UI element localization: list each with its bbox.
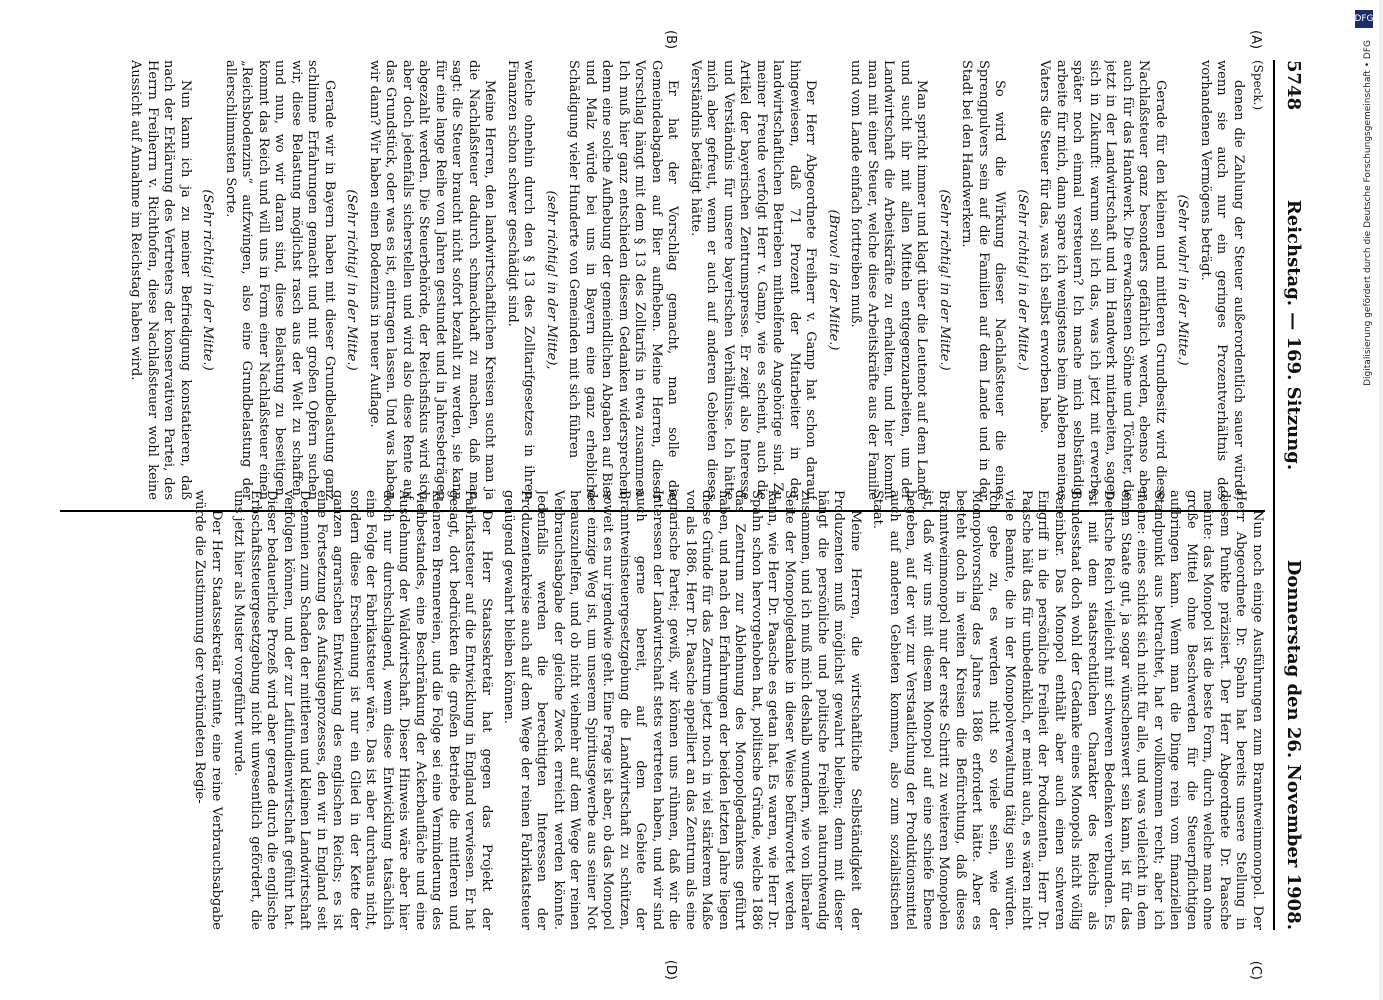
right-text-column [60,490,1265,930]
paragraph: Gerade wir in Bayern haben mit dieser Grundbelastung ganz schlimme Erfahrungen gemacht und mit großen Opfern suchen wir, diese Belastung möglichst rasch aus der Welt zu schaffen, und nun, wo wir daran sind, diese Belastung zu beseitigen, kommt das Reich und will uns in Form einer Nachlaßsteuer einen „Reichsbodenzins“ aufzwingen, also eine Grundbelastung der allerschlimmsten Sorte. [222,60,337,500]
speaker-tag: (Speck.) [1251,60,1265,111]
paragraph: Nun kann ich ja zu meiner Befriedigung konstatieren, daß nach der Erklärung des Vertreters der konservativen Partei, des Herrn Freiherrn v. Richthofen, diese Nachlaßsteuer wohl keine Aussicht auf Annahme im Reichstag haben wird. [128,60,193,500]
interjection: (Sehr wahr! in der Mitte.) [1175,194,1191,366]
paragraph: Meine Herren, die wirtschaftliche Selbständigkeit der Produzenten muß möglichst gewahrt bleiben; denn mit dieser hängt die persönliche und politische Freiheit naturnotwendig zusammen, und ich muß mich deshalb wundern, wie von liberaler Seite der Monopolgedanke in dieser Weise befürwortet werden kann, wie Herr Dr. Paasche es getan hat. Es waren, wie Herr Dr. Spahn schon hervorgehoben hat, politische Gründe, welche 1886 das Zentrum zur Ablehnung des Monopolgedankens geführt haben, und nach den Erfahrungen der beiden letzten Jahre liegen diese Gründe für das Zentrum jetzt noch in viel stärkerem Maße vor als 1886. Herr Dr. Paasche appelliert an das Zentrum als eine agrarische Partei; gewiß, wir können uns rühmen, daß wir die Interessen der Landwirtschaft stets vertreten haben, und wir sind auch gerne bereit, auf dem Gebiete der Branntweinsteuergesetzgebung die Landwirtschaft zu schützen, soweit es nur irgendwie geht. Eine Frage ist aber, ob das Monopol der einzige Weg ist, um unserem Spiritusgewerbe aus seiner Not herauszuhelfen, und ob nicht vielmehr auf dem Wege der reinen Verbrauchsabgabe der gleiche Zweck erreicht werden könnte. Jedenfalls werden die berechtigten Interessen der Produzentenkreise auch auf dem Wege der reinen Fabrikatsteuer genügend gewahrt bleiben können. [501,490,863,930]
dfg-logo-icon: DFG [1355,10,1373,28]
paragraph: Meine Herren, den landwirtschaftlichen Kreisen sucht man ja die Nachlaßsteuer dadurch schmackhaft zu machen, daß man sagt: die Steuer braucht nicht sofort bezahlt zu werden, sie kann für eine lange Reihe von Jahren gestundet und in Jahresbeträgen abgezahlt werden. Die Steuerbehörde, der Reichsfiskus wird sich aber doch jedenfalls sicherstellen und wird also diese Rente auf das Grundstück, oder was es ist, eintragen lassen. Und was haben wir dann? Wir haben einen Bodenzins in neuer Auflage. [366,60,498,500]
margin-mark-a: (A) [1248,30,1263,50]
paragraph: Der Herr Staatssekretär hat gegen das Projekt der Fabrikatsteuer auf die Entwicklung in England verwiesen. Er hat gesagt, dort bedrückten die großen Betriebe die mittleren und kleineren Brennereien, und die Folge sei eine Verminderung des Viehbestandes, eine Beschränkung der Ackerbaufläche und eine Ausdehnung der Waldwirtschaft. Dieser Hinweis wäre aber hier doch nur durchschlagend, wenn diese Entwicklung tatsächlich eine Folge der Fabrikatsteuer wäre. Das ist aber durchaus nicht, sondern diese Erscheinung ist nur ein Glied in der Kette der ganzen agrarischen Entwicklung des englischen Reichs; es ist eine Fortsetzung des Aufsaugeprozesses, den wir in England seit Dezennien zum Schaden der mittleren und kleinen Landwirtschaft verfolgen können, und der zur Latifundienwirtschaft geführt hat. Dieser bedauerliche Prozeß wird aber gerade durch die englische Erbschaftssteuergesetzgebung nicht unwesentlich gefördert, die uns jetzt hier als Muster vorgeführt wurde. [231,490,494,930]
paragraph: Nun noch einige Ausführungen zum Branntweinmonopol. Der Herr Abgeordnete Dr. Spahn hat bereits unsere Stellung in diesem Punkte präzisiert. Der Herr Abgeordnete Dr. Paasche meinte: das Monopol ist die beste Form, durch welche man ohne große Mittel ohne Beschwerden für die Steuerpflichtigen aufbringen kann. Wenn man die Dinge rein vom finanziellen Standpunkt aus betrachtet, hat er vollkommen recht; aber ich meine: eines schickt sich nicht für alle, und was vielleicht in dem einen Staate gut, ja sogar wünschenswert sein kann, ist für das Deutsche Reich vielleicht mit schweren Bedenken verbunden. Es ist mit dem staatsrechtlichen Charakter des Reichs als Bundesstaat doch wohl der Gedanke eines Monopols nicht völlig vereinbar. Das Monopol enthält aber auch einen schweren Eingriff in die persönliche Freiheit der Produzenten. Herr Dr. Paasche hält das für unbedenklich, er meint auch, es wären nicht viele Beamte, die in der Monopolverwaltung tätig sein würden. Ich gebe zu, es werden nicht so viele sein, wie der Monopolvorschlag des Jahres 1886 erfordert hätte. Aber es besteht doch in weiten Kreisen die Befürchtung, daß dieses Branntweinmonopol nur der erste Schritt zu weiteren Monopolen ist, daß wir uns mit diesem Monopol auf eine schiefe Ebene begeben, auf der wir zur Verstaatlichung der Produktionsmittel auch auf anderen Gebieten kommen, also zum sozialistischen Staat. [870,490,1265,930]
paragraph: Der Herr Staatssekretär meinte, eine reine Verbrauchsabgabe würde die Zustimmung der verbündeten Regie- [192,490,224,930]
paragraph: Der Herr Abgeordnete Freiherr v. Gamp hat schon darauf hingewiesen, daß 71 Prozent der Mitarbeiter in der landwirtschaftlichen Betrieben mithelfende Angehörige sind. Zu meiner Freude verfolgt Herr v. Gamp, wie es scheint, auch die Artikel der bayerischen Zentrumspresse. Er zeigt also Interesse und Verständnis für unsere bayerischen Verhältnisse. Ich hätte mich aber gefreut, wenn er auch auf anderen Gebieten dieses Verständnis betätigt hätte. [687,60,819,500]
paragraph: denen die Zahlung der Steuer außerordentlich sauer würde, wenn sie auch nur ein geringes Prozentverhältnis des vorhandenen Vermögens beträgt. [1197,60,1246,500]
paragraph: Gerade für den kleinen und mittleren Grundbesitz wird diese Nachlaßsteuer ganz besonders gefährlich werden, ebenso aber auch für das Handwerk. Die erwachsenen Söhne und Töchter, die jetzt in der Landwirtschaft und im Handwerk mitarbeiten, sagen sich in Zukunft: warum soll ich das, was ich jetzt mit erwerbe, später noch einmal versteuern? Ich mache mich selbständig, arbeite für mich, dann spare ich wenigstens beim Ableben meines Vaters die Steuer für das, was ich selbst erworben habe. [1037,60,1168,500]
page-number: 5748 [1283,60,1304,111]
margin-mark-c: (C) [1248,960,1263,980]
interjection: (Sehr richtig! in der Mitte.) [936,189,952,371]
paragraph: Er hat der Vorschlag gemacht, man solle die Gemeindeabgaben auf Bier aufheben. Meine Herren, dieser Vorschlag hängt mit dem § 13 des Zolltarifs in etwa zusammen. Ich muß hier ganz entschieden diesem Gedanken widersprechen; denn eine solche Aufhebung der gemeindlichen Abgaben auf Bier und Malz würde bei uns in Bayern eine ganz erhebliche Schädigung vieler Hunderte von Gemeinden mit sich führen [566,60,681,500]
digitization-credit: Digitalisierung gefördert durch die Deutsche Forschungsgemeinschaft • DFG [1363,40,1373,386]
left-text-column [60,60,1265,500]
interjection: (Sehr richtig! in der Mitte.) [344,189,360,371]
interjection: (Bravo! in der Mitte.) [825,209,841,351]
interjection: (Sehr richtig! in der Mitte.) [1014,189,1030,371]
paragraph: So wird die Wirkung dieser Nachlaßsteuer die eines Sprengpulvers sein auf die Familien auf dem Lande und in der Stadt bei den Handwerkern. [959,60,1008,500]
session-title: Reichstag. — 169. Sitzung. [1283,199,1304,471]
interjection: (sehr richtig! in der Mitte), [543,190,559,370]
paragraph: Man spricht immer und klagt über die Leutenot auf dem Lande und sucht ihr mit allen Mitteln entgegenzuarbeiten, um der Landwirtschaft die Arbeitskräfte zu erhalten, und hier kommt man mit einer Steuer, welche diese Arbeitskräfte aus der Familie und vom Lande einfach forttreiben muß. [848,60,930,500]
paragraph: welche ohnehin durch den § 13 des Zolltarifgesetzes in ihren Finanzen schon schwer geschädigt sind. [504,60,537,500]
session-date: Donnerstag den 26. November 1908. [1283,559,1304,930]
interjection: (Sehr richtig! in der Mitte.) [200,189,216,371]
scan-edge [1379,0,1383,1000]
margin-mark-b: (B) [663,30,678,50]
header-rule [1273,60,1275,930]
margin-mark-d: (D) [663,959,678,980]
page-header [1283,60,1323,930]
